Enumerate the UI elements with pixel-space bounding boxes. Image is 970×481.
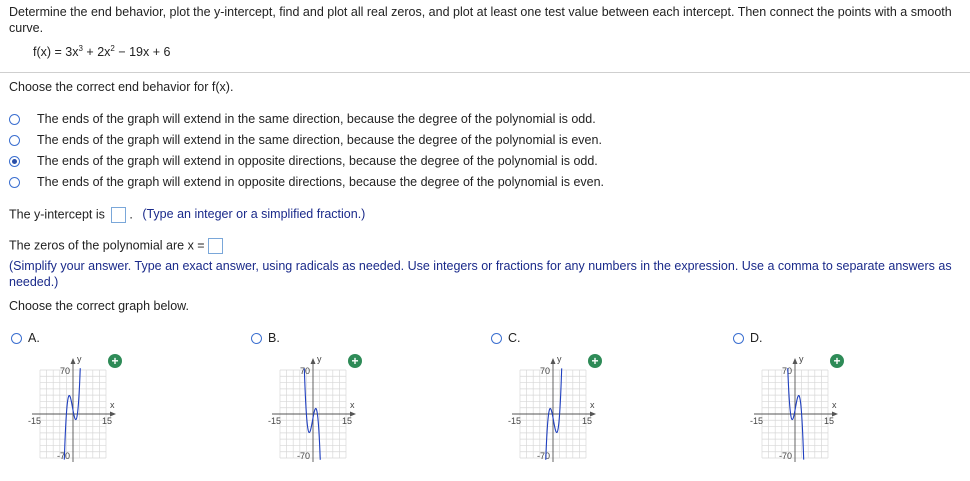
graph-option-a[interactable]: A. — [11, 331, 40, 345]
graph-option-b[interactable]: B. — [251, 331, 280, 345]
radio-button[interactable] — [9, 135, 20, 146]
graph-c — [506, 352, 596, 461]
graph-c-svg — [506, 352, 596, 461]
y-tick-bottom: -70 — [296, 451, 310, 461]
radio-button[interactable] — [11, 333, 22, 344]
x-axis-label: x — [350, 400, 355, 410]
end-behavior-option-3[interactable]: The ends of the graph will extend in opposite directions, because the degree of the polynomial is odd. — [9, 152, 598, 170]
end-behavior-option-2[interactable]: The ends of the graph will extend in the same direction, because the degree of the polynomial is even. — [9, 131, 602, 149]
x-tick-right: 15 — [824, 416, 835, 426]
graph-a-svg — [26, 352, 116, 461]
graph-choice-prompt: Choose the correct graph below. — [9, 299, 189, 313]
zeros-row: The zeros of the polynomial are x = — [9, 238, 226, 254]
end-behavior-option-4[interactable]: The ends of the graph will extend in opposite directions, because the degree of the polynomial is even. — [9, 173, 604, 191]
y-tick-bottom: -70 — [56, 451, 70, 461]
graph-b-svg — [266, 352, 356, 461]
y-axis-arrow — [311, 358, 316, 364]
y-tick-bottom: -70 — [778, 451, 792, 461]
y-axis-label: y — [799, 354, 804, 364]
y-axis-label: y — [317, 354, 322, 364]
y-axis-label: y — [77, 354, 82, 364]
y-intercept-row: The y-intercept is . (Type an integer or a simplified fraction.) — [9, 207, 366, 222]
y-tick-top: 70 — [781, 366, 792, 376]
graph-b — [266, 352, 356, 461]
zoom-in-icon[interactable]: + — [108, 354, 122, 368]
radio-button[interactable] — [9, 177, 20, 188]
radio-button-selected[interactable] — [9, 156, 20, 167]
x-tick-right: 15 — [582, 416, 593, 426]
x-axis-label: x — [832, 400, 837, 410]
zoom-in-icon[interactable]: + — [588, 354, 602, 368]
y-intercept-input[interactable] — [111, 207, 126, 223]
zeros-input[interactable] — [208, 238, 223, 254]
graph-a — [26, 352, 116, 461]
graph-d-svg — [748, 352, 838, 461]
y-tick-bottom: -70 — [536, 451, 550, 461]
y-axis-arrow — [551, 358, 556, 364]
radio-button[interactable] — [251, 333, 262, 344]
x-tick-left: -15 — [750, 416, 764, 426]
end-behavior-option-1[interactable]: The ends of the graph will extend in the same direction, because the degree of the polynomial is odd. — [9, 110, 596, 128]
radio-button[interactable] — [491, 333, 502, 344]
x-tick-right: 15 — [102, 416, 113, 426]
y-tick-top: 70 — [539, 366, 550, 376]
y-intercept-hint: (Type an integer or a simplified fraction.) — [142, 207, 366, 222]
y-tick-top: 70 — [299, 366, 310, 376]
x-tick-right: 15 — [342, 416, 353, 426]
y-axis-label: y — [557, 354, 562, 364]
divider — [0, 72, 970, 73]
x-axis-label: x — [590, 400, 595, 410]
y-axis-arrow — [793, 358, 798, 364]
radio-button[interactable] — [9, 114, 20, 125]
x-axis-label: x — [110, 400, 115, 410]
graph-option-c[interactable]: C. — [491, 331, 521, 345]
question-instruction: Determine the end behavior, plot the y-intercept, find and plot all real zeros, and plot at least one test value between each intercept. Then connect the points with a smooth curve. — [9, 5, 952, 35]
x-tick-left: -15 — [268, 416, 282, 426]
y-tick-top: 70 — [59, 366, 70, 376]
x-tick-left: -15 — [28, 416, 42, 426]
graph-d — [748, 352, 838, 461]
radio-button[interactable] — [733, 333, 744, 344]
zoom-in-icon[interactable]: + — [830, 354, 844, 368]
zeros-hint: (Simplify your answer. Type an exact answer, using radicals as needed. Use integers or fractions for any numbers in the expression. Use a comma to separate answers as needed.) — [9, 259, 952, 289]
graph-option-d[interactable]: D. — [733, 331, 763, 345]
x-tick-left: -15 — [508, 416, 522, 426]
function-expression: $f(x) = 3x^3 + 2x^2 - 19x + 6$ — [33, 44, 171, 60]
zoom-in-icon[interactable]: + — [348, 354, 362, 368]
y-axis-arrow — [71, 358, 76, 364]
end-behavior-prompt: Choose the correct end behavior for f(x). — [9, 80, 234, 94]
